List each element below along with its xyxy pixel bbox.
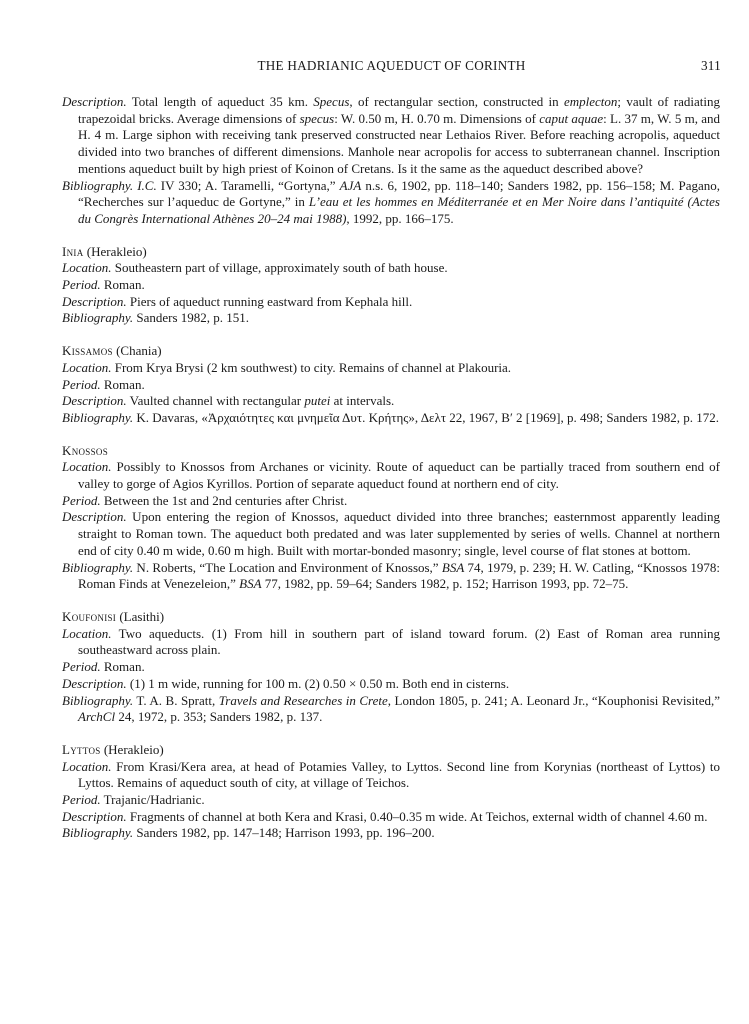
text-run: Piers of aqueduct running eastward from Kephala hill.	[126, 293, 413, 309]
text-run: Total length of aqueduct 35 km.	[126, 94, 314, 109]
label-bibliography: Bibliography.	[62, 177, 134, 193]
entry-heading	[62, 343, 720, 360]
entry-heading	[62, 244, 720, 261]
entry-description	[62, 676, 720, 693]
entry-description	[62, 809, 720, 826]
label-bibliography: Bibliography.	[62, 825, 134, 841]
text-run: T. A. B. Spratt,	[133, 692, 219, 708]
label-location: Location.	[62, 359, 112, 375]
text-run-italic: ArchCl	[78, 709, 116, 725]
text-run-italic: caput aquae	[539, 110, 604, 126]
label-description: Description.	[62, 509, 127, 525]
region-name: (Herakleio)	[100, 741, 164, 757]
region-name: (Chania)	[112, 343, 162, 359]
page-number: 311	[700, 58, 721, 73]
entry-inia	[62, 244, 720, 328]
text-run: N. Roberts, “The Location and Environment of Knossos,”	[133, 559, 442, 575]
label-period: Period.	[62, 376, 101, 392]
label-description: Description.	[62, 808, 127, 824]
entry-bibliography	[62, 310, 720, 327]
text-run-italic: Specus	[313, 94, 350, 109]
text-run: , 1992, pp. 166–175.	[346, 210, 454, 226]
entry-period	[62, 377, 720, 394]
text-run: Upon entering the region of Knossos, aqueduct divided into three branches; easternmost apparently leading straight to Roman town. The aqueduct both predated and was later supplemented by series of wells. Channel at northern end of city 0.40 m wide, 0.60 m high. Built with mortar-bonded masonry; single, level course of flat stones at bottom.	[78, 509, 720, 558]
entry-period	[62, 493, 720, 510]
label-description: Description.	[62, 293, 127, 309]
site-name: Inia	[62, 243, 84, 259]
site-name: Knossos	[62, 442, 109, 458]
region-name: (Herakleio)	[83, 243, 147, 259]
label-period: Period.	[62, 492, 101, 508]
text-run: Southeastern part of village, approximately south of bath house.	[111, 260, 448, 276]
text-run-italic: Travels and Researches in Crete	[218, 692, 388, 708]
entry-heading	[62, 742, 720, 759]
entry-kissamos	[62, 343, 720, 427]
text-run: 74, 1979, p. 239; H. W. Catling, “Knossos 1978: Roman Finds at Venezeleion,”	[78, 559, 720, 592]
label-location: Location.	[62, 625, 112, 641]
entry-description	[62, 509, 720, 559]
text-run: 24, 1972, p. 353; Sanders 1982, p. 137.	[115, 709, 323, 725]
text-run: Trajanic/Hadrianic.	[100, 792, 205, 808]
running-head	[62, 58, 721, 78]
label-bibliography: Bibliography.	[62, 409, 134, 425]
entry-bibliography	[62, 410, 720, 427]
entry-koufonisi	[62, 609, 720, 726]
entry-knossos	[62, 443, 720, 593]
text-run: Roman.	[100, 277, 145, 293]
text-run: From Krya Brysi (2 km southwest) to city. Remains of channel at Plakouria.	[111, 359, 512, 375]
entry-period	[62, 792, 720, 809]
text-run-italic: I.C.	[137, 177, 157, 193]
entry-period	[62, 277, 720, 294]
label-description: Description.	[62, 94, 127, 109]
text-run: Sanders 1982, p. 151.	[133, 310, 250, 326]
label-bibliography: Bibliography.	[62, 692, 134, 708]
text-run: n.s. 6, 1902, pp. 118–140; Sanders 1982, pp. 156–158; M. Pagano, “Recherches sur l’aqueduc de Gortyne,” in	[78, 177, 720, 210]
text-run: K. Davaras, «Ἀρχαιότητες και μνημεῖα Δυτ. Κρήτης», Δελτ 22, 1967, Β′ 2 [1969], p. 498; Sanders 1982, p. 172.	[133, 409, 719, 425]
text-run-italic: putei	[304, 393, 331, 409]
text-run: Roman.	[100, 376, 145, 392]
site-name: Lyttos	[62, 741, 101, 757]
text-run: 77, 1982, pp. 59–64; Sanders 1982, p. 152; Harrison 1993, pp. 72–75.	[261, 576, 629, 592]
region-name: (Lasithi)	[116, 608, 165, 624]
text-run: Roman.	[100, 659, 145, 675]
site-name: Kissamos	[62, 343, 113, 359]
text-run: From Krasi/Kera area, at head of Potamies Valley, to Lyttos. Second line from Korynias (northeast of Lyttos) to Lyttos. Remains of aqueduct south of city, at village of Teichos.	[78, 758, 720, 791]
text-run: Fragments of channel at both Kera and Krasi, 0.40–0.35 m wide. At Teichos, external width of channel 4.60 m.	[126, 808, 708, 824]
text-run-italic: AJA	[339, 177, 362, 193]
text-run: Vaulted channel with rectangular	[126, 393, 305, 409]
running-head-title: THE HADRIANIC AQUEDUCT OF CORINTH	[257, 58, 526, 73]
text-run: : W. 0.50 m, H. 0.70 m. Dimensions of	[334, 110, 540, 126]
entry-description	[62, 393, 720, 410]
text-run-italic: BSA	[239, 576, 262, 592]
text-run: Between the 1st and 2nd centuries after Christ.	[100, 492, 348, 508]
text-run: Sanders 1982, pp. 147–148; Harrison 1993, pp. 196–200.	[133, 825, 435, 841]
intro-bibliography	[62, 178, 720, 228]
text-run: Two aqueducts. (1) From hill in southern part of island toward forum. (2) East of Roman area running southeastward across plain.	[78, 625, 720, 658]
entry-lyttos	[62, 742, 720, 842]
entry-heading	[62, 443, 720, 460]
entry-bibliography	[62, 825, 720, 842]
label-description: Description.	[62, 675, 127, 691]
label-location: Location.	[62, 758, 112, 774]
text-run: (1) 1 m wide, running for 100 m. (2) 0.50 × 0.50 m. Both end in cisterns.	[126, 675, 510, 691]
label-bibliography: Bibliography.	[62, 559, 134, 575]
entry-location	[62, 360, 720, 377]
text-run: ; vault of radiating trapezoidal bricks. Average dimensions of	[78, 94, 720, 126]
text-run-italic: BSA	[441, 559, 465, 575]
entry-bibliography	[62, 693, 720, 726]
label-bibliography: Bibliography.	[62, 310, 134, 326]
entry-description	[62, 294, 720, 311]
page-body	[62, 94, 720, 842]
intro-description	[62, 94, 720, 178]
entry-heading	[62, 609, 720, 626]
site-name: Koufonisi	[62, 608, 117, 624]
text-run: at intervals.	[330, 393, 395, 409]
text-run: IV 330; A. Taramelli, “Gortyna,”	[156, 177, 340, 193]
entry-location	[62, 759, 720, 792]
text-run: , of rectangular section, constructed in	[349, 94, 564, 109]
label-description: Description.	[62, 393, 127, 409]
label-location: Location.	[62, 260, 112, 276]
label-period: Period.	[62, 659, 101, 675]
text-run-italic: specus	[299, 110, 335, 126]
entry-period	[62, 659, 720, 676]
entry-location	[62, 260, 720, 277]
label-period: Period.	[62, 277, 101, 293]
entry-location	[62, 626, 720, 659]
entry-bibliography	[62, 560, 720, 593]
label-location: Location.	[62, 459, 112, 475]
label-period: Period.	[62, 792, 101, 808]
entry-location	[62, 459, 720, 492]
text-run: Possibly to Knossos from Archanes or vicinity. Route of aqueduct can be partially traced from southern end of valley to gorge of Agios Kyrillos. Portion of separate aqueduct found at northern end of city.	[78, 459, 720, 492]
text-run: : L. 37 m, W. 5 m, and H. 4 m. Large siphon with receiving tank preserved constructed near Lethaios River. Before reaching acropolis, aqueduct divided into two branches of different dimensions. Manhole near acropolis for access to subterranean channel. Inscription mentions aqueduct built by high priest of Koinon of Cretans. Is it the same as the aqueduct described above?	[78, 110, 720, 176]
text-run-italic: emplecton	[563, 94, 618, 109]
text-run: , London 1805, p. 241; A. Leonard Jr., “Kouphonisi Revisited,”	[387, 692, 720, 708]
text-run-italic: L’eau et les hommes en Méditerranée et en Mer Noire dans l’antiquité (Actes du Congrès International Athènes 20–24 mai 1988)	[78, 194, 720, 226]
